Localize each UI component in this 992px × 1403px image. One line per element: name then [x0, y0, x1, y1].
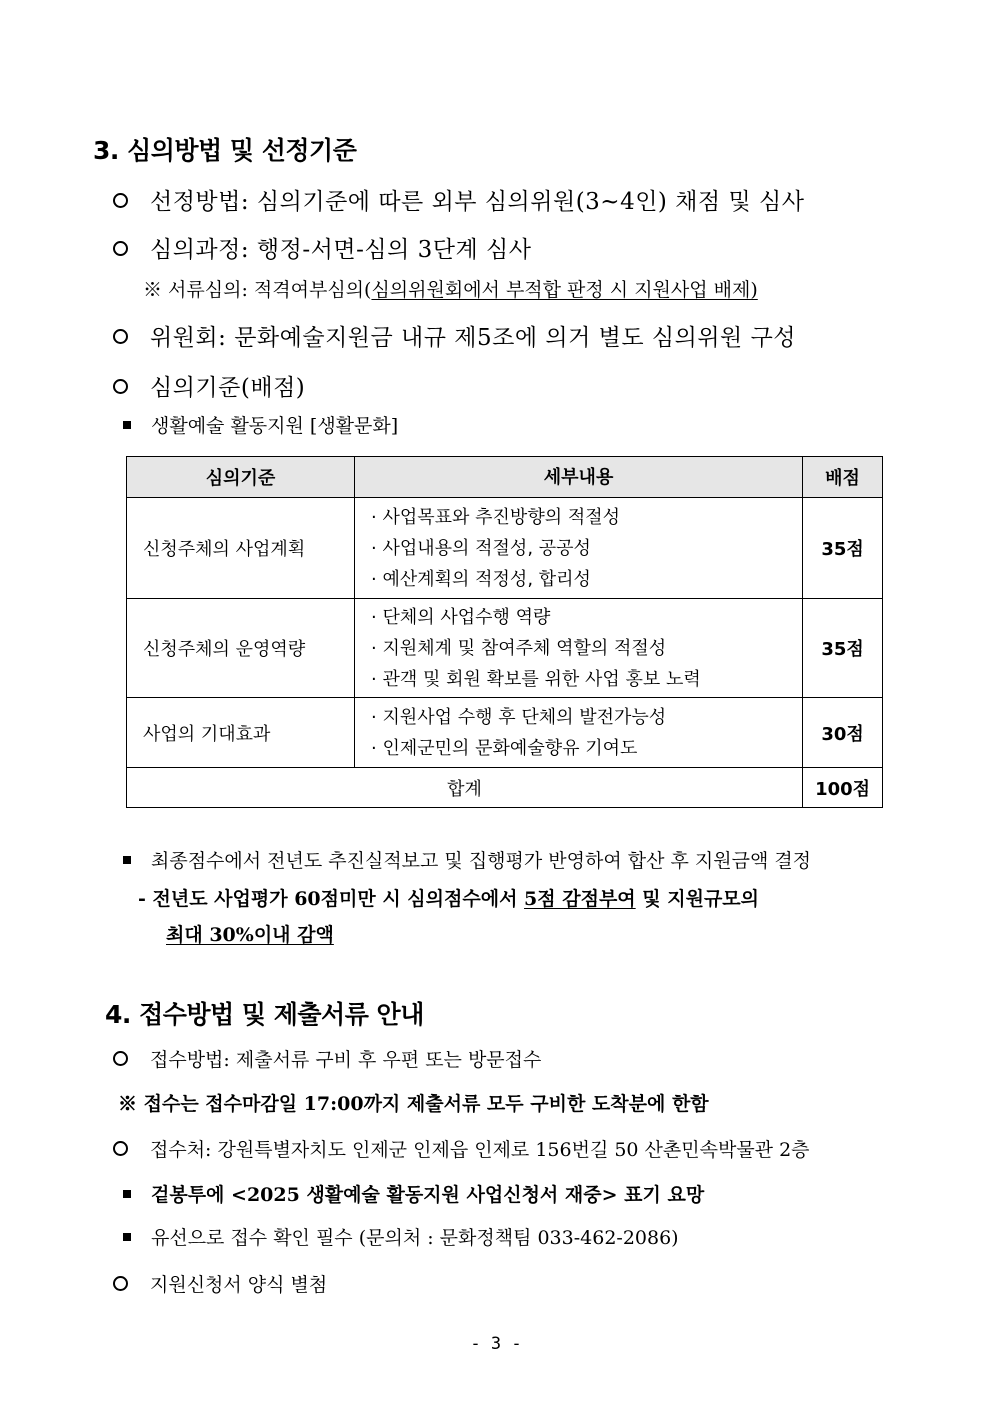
detail-line: · 사업목표와 추진방향의 적절성 — [371, 506, 620, 528]
total-label-cell: 합계 — [127, 768, 803, 808]
submission-method-text: 접수방법: 제출서류 구비 후 우편 또는 방문접수 — [150, 1049, 542, 1071]
circle-bullet-icon — [113, 1276, 128, 1291]
detail-line: · 인제군민의 문화예술향유 기여도 — [371, 737, 638, 759]
header-criterion: 심의기준 — [127, 457, 355, 498]
table-header-row — [127, 457, 883, 498]
detail-line: · 지원체계 및 참여주체 역할의 적절성 — [371, 637, 667, 659]
application-form-text: 지원신청서 양식 별첨 — [150, 1274, 328, 1296]
criterion-cell: 사업의 기대효과 — [127, 698, 355, 768]
circle-bullet-icon — [113, 193, 128, 208]
circle-bullet-icon — [113, 1051, 128, 1066]
envelope-text: 겉봉투에 <2025 생활예술 활동지원 사업신청서 재중> 표기 요망 — [151, 1184, 705, 1206]
details-cell — [355, 498, 803, 599]
total-score-cell: 100점 — [803, 768, 883, 808]
detail-line: · 지원사업 수행 후 단체의 발전가능성 — [371, 706, 667, 728]
detail-line: · 사업내용의 적절성, 공공성 — [371, 537, 591, 559]
committee-item — [113, 319, 796, 352]
header-score: 배점 — [803, 457, 883, 498]
review-process-text: 심의과정: 행정-서면-심의 3단계 심사 — [150, 237, 532, 263]
table-total-row — [127, 768, 883, 808]
page-number: - 3 - — [470, 1334, 522, 1354]
section-3-title: 3. 심의방법 및 선정기준 — [93, 136, 357, 165]
circle-bullet-icon — [113, 1141, 128, 1156]
square-bullet-icon — [123, 421, 131, 429]
square-bullet-icon — [123, 856, 131, 864]
table-row — [127, 498, 883, 599]
detail-line: · 예산계획의 적정성, 합리성 — [371, 568, 591, 590]
sub-heading-text: 생활예술 활동지원 [생활문화] — [151, 415, 399, 437]
selection-method-text: 선정방법: 심의기준에 따른 외부 심의위원(3~4인) 채점 및 심사 — [150, 189, 805, 215]
table-row — [127, 599, 883, 698]
circle-bullet-icon — [113, 329, 128, 344]
deadline-note: ※ 접수는 접수마감일 17:00까지 제출서류 모두 구비한 도착분에 한함 — [118, 1093, 709, 1115]
detail-line: · 관객 및 회원 확보를 위한 사업 홍보 노력 — [371, 668, 701, 690]
section-4-title: 4. 접수방법 및 제출서류 안내 — [105, 1000, 424, 1029]
committee-text: 위원회: 문화예술지원금 내규 제5조에 의거 별도 심의위원 구성 — [150, 325, 797, 351]
square-bullet-icon — [123, 1233, 131, 1241]
penalty-suffix: 및 지원규모의 — [635, 888, 760, 910]
final-score-text: 최종점수에서 전년도 추진실적보고 및 집행평가 반영하여 합산 후 지원금액 결정 — [151, 850, 812, 872]
penalty-line-2: 최대 30%이내 감액 — [166, 924, 334, 946]
phone-note — [123, 1223, 679, 1250]
square-bullet-icon — [123, 1190, 131, 1198]
note-underlined: 심의위원회에서 부적합 판정 시 지원사업 배제) — [371, 279, 758, 301]
score-cell: 30점 — [803, 698, 883, 768]
table-row — [127, 698, 883, 768]
sub-heading-item — [123, 411, 398, 438]
criteria-table — [126, 456, 883, 808]
details-cell — [355, 698, 803, 768]
application-form-item — [113, 1270, 327, 1297]
score-cell: 35점 — [803, 498, 883, 599]
selection-method-item — [113, 183, 804, 216]
criterion-cell: 신청주체의 운영역량 — [127, 599, 355, 698]
details-cell — [355, 599, 803, 698]
note-prefix: ※ 서류심의: 적격여부심의( — [143, 279, 372, 301]
score-cell: 35점 — [803, 599, 883, 698]
envelope-note — [123, 1180, 704, 1207]
criterion-cell: 신청주체의 사업계획 — [127, 498, 355, 599]
submission-place-item — [113, 1135, 810, 1162]
penalty-underlined: 5점 감점부여 — [524, 888, 636, 910]
final-score-note — [123, 846, 811, 873]
penalty-note — [138, 884, 759, 911]
circle-bullet-icon — [113, 241, 128, 256]
phone-text: 유선으로 접수 확인 필수 (문의처 : 문화정책팀 033-462-2086) — [151, 1227, 679, 1249]
submission-place-text: 접수처: 강원특별자치도 인제군 인제읍 인제로 156번길 50 산촌민속박물관 2층 — [150, 1139, 810, 1161]
circle-bullet-icon — [113, 379, 128, 394]
detail-line: · 단체의 사업수행 역량 — [371, 606, 551, 628]
review-process-item — [113, 231, 531, 264]
submission-method-item — [113, 1045, 541, 1072]
criteria-heading-item — [113, 369, 305, 402]
criteria-heading-text: 심의기준(배점) — [150, 375, 306, 401]
penalty-prefix: - 전년도 사업평가 60점미만 시 심의점수에서 — [138, 888, 525, 910]
document-review-note — [143, 275, 758, 302]
header-details: 세부내용 — [355, 457, 803, 498]
